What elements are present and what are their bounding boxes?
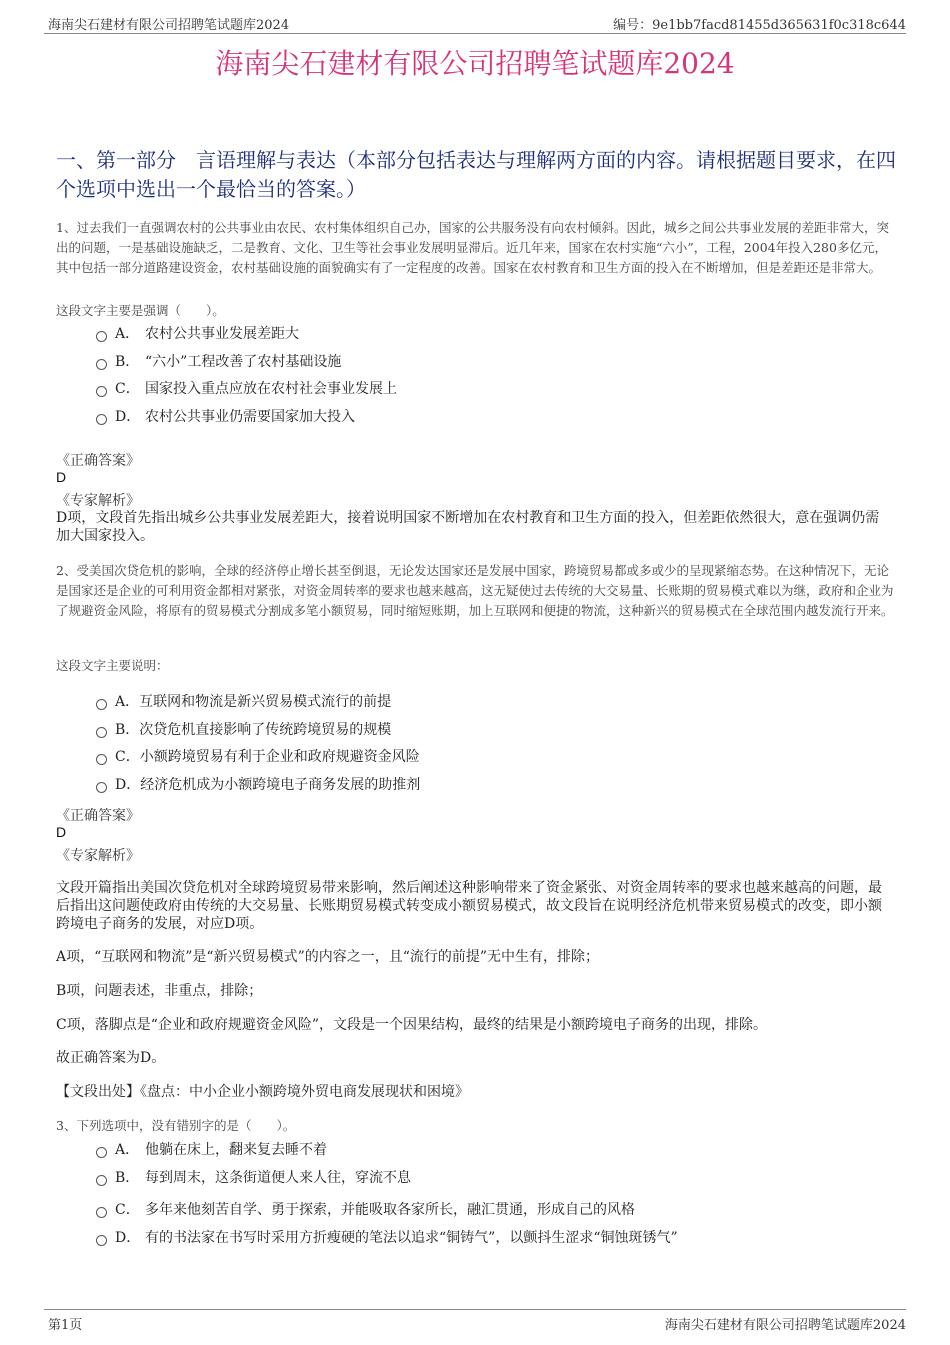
radio-icon[interactable] [96, 727, 107, 738]
option-text: 经济危机成为小额跨境电子商务发展的助推剂 [140, 777, 421, 793]
q2-analysis-conclusion: 故正确答案为D。 [56, 1050, 166, 1066]
q1-answer-label: 《正确答案》 [56, 453, 140, 469]
option-letter: B． [115, 354, 140, 370]
option-text: 有的书法家在书写时采用方折瘦硬的笔法以追求“铜铸气”，以颤抖生涩求“铜蚀斑锈气” [145, 1230, 678, 1246]
q2-option-a[interactable] [96, 691, 391, 711]
page-title: 海南尖石建材有限公司招聘笔试题库2024 [215, 47, 735, 80]
radio-icon[interactable] [96, 1147, 107, 1158]
q1-answer: D [56, 469, 67, 485]
radio-icon[interactable] [96, 699, 107, 710]
q2-analysis-label: 《专家解析》 [56, 848, 140, 864]
option-letter: D． [115, 1230, 141, 1246]
q1-question: 这段文字主要是强调（ ）。 [56, 303, 225, 318]
document-id: 编号：9e1bb7facd81455d365631f0c318c644 [613, 18, 906, 33]
option-text: 多年来他刻苦自学、勇于探索，并能吸取各家所长，融汇贯通，形成自己的风格 [145, 1202, 635, 1218]
option-letter: D． [115, 777, 141, 793]
radio-icon[interactable] [96, 782, 107, 793]
q1-option-c[interactable] [96, 378, 397, 398]
q2-source: 【文段出处】《盘点：中小企业小额跨境外贸电商发展现状和困境》 [56, 1084, 469, 1100]
q1-option-d[interactable] [96, 406, 355, 426]
radio-icon[interactable] [96, 754, 107, 765]
q1-option-b[interactable] [96, 351, 341, 371]
q2-answer: D [56, 824, 67, 840]
option-letter: B． [115, 1170, 140, 1186]
option-text: 次贷危机直接影响了传统跨境贸易的规模 [139, 722, 392, 738]
radio-icon[interactable] [96, 331, 107, 342]
q2-option-b[interactable] [96, 719, 391, 739]
option-letter: A． [115, 1142, 140, 1158]
q2-option-d[interactable] [96, 774, 420, 794]
q2-analysis-b: B项，问题表述，非重点，排除； [56, 983, 263, 999]
q2-option-c[interactable] [96, 746, 420, 766]
q3-option-a[interactable] [96, 1139, 327, 1159]
q3-question: 3、下列选项中，没有错别字的是（ ）。 [56, 1118, 296, 1133]
q3-option-b[interactable] [96, 1167, 411, 1187]
header-divider [44, 33, 906, 34]
q2-answer-label: 《正确答案》 [56, 808, 140, 824]
q2-question: 这段文字主要说明： [56, 658, 169, 673]
option-text: 国家投入重点应放在农村社会事业发展上 [145, 381, 397, 397]
radio-icon[interactable] [96, 1207, 107, 1218]
q3-option-d[interactable] [96, 1227, 678, 1247]
q2-stem: 2、受美国次贷危机的影响，全球的经济停止增长甚至倒退，无论发达国家还是发展中国家，跨境贸易都或多或少的呈现紧缩态势。在这种情况下，无论是国家还是企业的可利用资金都相对紧张，对资金周转率的要求也越来越高，这无疑使过去传统的大交易量、长账期的贸易模式难以为继，政府和企业为了规避资金风险，将原有的贸易模式分割成多笔小额贸易，同时缩短账期，加上互联网和便捷的物流，这种新兴的贸易模式在全球范围内越发流行开来。 [56, 563, 894, 618]
header-title: 海南尖石建材有限公司招聘笔试题库2024 [48, 18, 290, 33]
option-letter: B． [115, 722, 140, 738]
option-letter: C． [115, 381, 140, 397]
option-text: 农村公共事业仍需要国家加大投入 [145, 409, 355, 425]
option-letter: C． [115, 1202, 140, 1218]
q2-analysis-c: C项，落脚点是“企业和政府规避资金风险”，文段是一个因果结构，最终的结果是小额跨境电子商务的出现，排除。 [56, 1017, 768, 1033]
q1-analysis: D项，文段首先指出城乡公共事业发展差距大，接着说明国家不断增加在农村教育和卫生方面的投入，但差距依然很大，意在强调仍需加大国家投入。 [56, 510, 880, 544]
option-letter: C． [115, 749, 140, 765]
footer-divider [44, 1309, 906, 1310]
option-letter: A． [115, 326, 140, 342]
radio-icon[interactable] [96, 359, 107, 370]
q1-analysis-label: 《专家解析》 [56, 493, 140, 509]
q2-analysis-a: A项，“互联网和物流”是“新兴贸易模式”的内容之一，且“流行的前提”无中生有，排除； [56, 949, 600, 965]
option-text: 他躺在床上，翻来复去睡不着 [145, 1142, 327, 1158]
option-letter: A． [115, 694, 140, 710]
option-letter: D． [115, 409, 141, 425]
footer-title: 海南尖石建材有限公司招聘笔试题库2024 [664, 1318, 906, 1333]
option-text: “六小”工程改善了农村基础设施 [145, 354, 342, 370]
q3-option-c[interactable] [96, 1199, 635, 1219]
radio-icon[interactable] [96, 1235, 107, 1246]
radio-icon[interactable] [96, 386, 107, 397]
radio-icon[interactable] [96, 1175, 107, 1186]
section-heading: 一、第一部分 言语理解与表达（本部分包括表达与理解两方面的内容。请根据题目要求，在四个选项中选出一个最恰当的答案。） [56, 148, 896, 201]
q2-analysis-main: 文段开篇指出美国次贷危机对全球跨境贸易带来影响，然后阐述这种影响带来了资金紧张、对资金周转率的要求也越来越高的问题，最后指出这问题使政府由传统的大交易量、长账期贸易模式转变成小额贸易模式，故文段旨在说明经济危机带来贸易模式的改变，即小额跨境电子商务的发展，对应D项。 [56, 880, 882, 932]
page-number: 第1页 [48, 1318, 83, 1333]
q1-option-a[interactable] [96, 323, 299, 343]
radio-icon[interactable] [96, 414, 107, 425]
option-text: 农村公共事业发展差距大 [145, 326, 299, 342]
option-text: 小额跨境贸易有利于企业和政府规避资金风险 [139, 749, 420, 765]
option-text: 互联网和物流是新兴贸易模式流行的前提 [139, 694, 392, 710]
option-text: 每到周末，这条街道便人来人往，穿流不息 [145, 1170, 411, 1186]
q1-stem: 1、过去我们一直强调农村的公共事业由农民、农村集体组织自己办，国家的公共服务没有向农村倾斜。因此，城乡之间公共事业发展的差距非常大，突出的问题，一是基础设施缺乏，二是教育、文化、卫生等社会事业发展明显滞后。近几年来，国家在农村实施“六小”，工程，2004年投入280多亿元，其中包括一部分道路建设资金，农村基础设施的面貌确实有了一定程度的改善。国家在农村教育和卫生方面的投入在不断增加，但是差距还是非常大。 [56, 220, 889, 275]
